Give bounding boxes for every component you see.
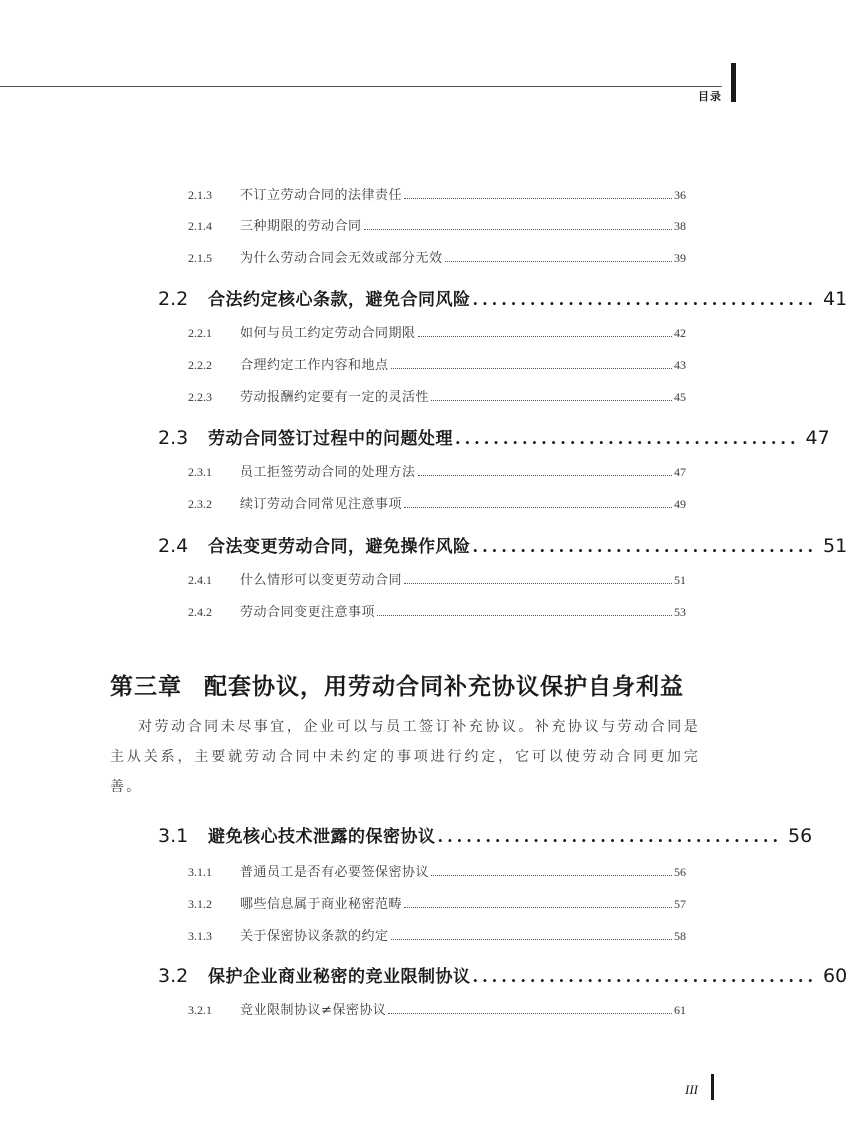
toc-entry-title: 什么情形可以变更劳动合同 xyxy=(240,573,403,588)
toc-entry-title: 三种期限的劳动合同 xyxy=(240,219,362,234)
dot-leader xyxy=(377,614,672,616)
toc-entry-title: 如何与员工约定劳动合同期限 xyxy=(240,326,416,341)
page-number: III xyxy=(685,1082,698,1097)
dot-leader: .................................... xyxy=(472,537,818,556)
toc-section[interactable] xyxy=(158,532,847,557)
dot-leader xyxy=(404,582,672,584)
toc-section-title: 避免核心技术泄露的保密协议 xyxy=(208,827,436,847)
dot-leader: .................................... xyxy=(437,827,783,846)
dot-leader xyxy=(391,938,672,940)
toc-section-page: 60 xyxy=(823,965,847,987)
toc-entry[interactable] xyxy=(188,354,686,373)
toc-entry-page: 42 xyxy=(674,326,686,340)
toc-entry-page: 53 xyxy=(674,605,686,619)
toc-section-title: 合法约定核心条款，避免合同风险 xyxy=(208,290,471,310)
toc-entry-page: 36 xyxy=(674,188,686,202)
toc-section-page: 47 xyxy=(805,427,830,449)
header-bar-decoration xyxy=(731,63,736,102)
dot-leader xyxy=(431,399,672,401)
dot-leader xyxy=(418,474,672,476)
header-rule xyxy=(0,86,722,87)
toc-entry-number: 2.1.3 xyxy=(188,188,212,202)
dot-leader xyxy=(445,260,672,262)
toc-entry-title: 劳动合同变更注意事项 xyxy=(240,605,376,620)
toc-entry-title: 竞业限制协议≠保密协议 xyxy=(240,1003,387,1018)
toc-entry[interactable] xyxy=(188,322,686,341)
toc-entry-title: 普通员工是否有必要签保密协议 xyxy=(240,865,430,880)
dot-leader xyxy=(431,874,672,876)
toc-entry-title: 员工拒签劳动合同的处理方法 xyxy=(240,465,416,480)
chapter-intro-paragraph: 对劳动合同未尽事宜，企业可以与员工签订补充协议。补充协议与劳动合同是主从关系，主要就劳动合同中未约定的事项进行约定，它可以使劳动合同更加完善。 xyxy=(110,719,700,795)
toc-section[interactable] xyxy=(158,285,847,310)
dot-leader xyxy=(388,1012,672,1014)
toc-section[interactable] xyxy=(158,962,847,987)
toc-entry-number: 3.1.1 xyxy=(188,865,212,879)
dot-leader xyxy=(404,197,672,199)
toc-entry[interactable] xyxy=(188,184,686,203)
toc-entry-page: 47 xyxy=(674,465,686,479)
toc-section-number: 2.2 xyxy=(158,288,189,310)
chapter-label: 第三章 xyxy=(110,673,182,700)
toc-entry[interactable] xyxy=(188,893,686,912)
toc-section-page: 56 xyxy=(788,825,813,847)
toc-section-number: 3.2 xyxy=(158,965,189,987)
toc-entry-number: 2.4.2 xyxy=(188,605,212,619)
toc-entry-number: 2.2.1 xyxy=(188,326,212,340)
toc-entry-title: 为什么劳动合同会无效或部分无效 xyxy=(240,251,443,266)
toc-entry[interactable] xyxy=(188,601,686,620)
footer-bar-decoration xyxy=(711,1074,714,1100)
toc-entry-page: 56 xyxy=(674,865,686,879)
toc-entry-number: 2.2.3 xyxy=(188,390,212,404)
toc-entry[interactable] xyxy=(188,247,686,266)
toc-entry[interactable] xyxy=(188,493,686,512)
dot-leader xyxy=(364,228,672,230)
toc-entry-title: 续订劳动合同常见注意事项 xyxy=(240,497,403,512)
toc-section-title: 保护企业商业秘密的竞业限制协议 xyxy=(208,967,471,987)
toc-section-title: 劳动合同签订过程中的问题处理 xyxy=(208,429,453,449)
toc-entry-number: 2.4.1 xyxy=(188,573,212,587)
dot-leader xyxy=(404,906,672,908)
toc-section-page: 41 xyxy=(823,288,847,310)
toc-entry-number: 2.3.2 xyxy=(188,497,212,511)
toc-entry[interactable] xyxy=(188,215,686,234)
toc-entry-number: 2.1.4 xyxy=(188,219,212,233)
toc-section-number: 2.4 xyxy=(158,535,189,557)
toc-entry[interactable] xyxy=(188,925,686,944)
toc-entry[interactable] xyxy=(188,999,686,1018)
toc-entry[interactable] xyxy=(188,861,686,880)
toc-entry-title: 哪些信息属于商业秘密范畴 xyxy=(240,897,403,912)
toc-entry-number: 2.2.2 xyxy=(188,358,212,372)
toc-entry-title: 不订立劳动合同的法律责任 xyxy=(240,188,403,203)
toc-entry-title: 劳动报酬约定要有一定的灵活性 xyxy=(240,390,430,405)
toc-section-page: 51 xyxy=(823,535,847,557)
toc-entry[interactable] xyxy=(188,386,686,405)
toc-entry-page: 58 xyxy=(674,929,686,943)
toc-section-number: 2.3 xyxy=(158,427,189,449)
toc-entry-title: 关于保密协议条款的约定 xyxy=(240,929,389,944)
running-header-title: 目录 xyxy=(698,90,722,103)
toc-entry-page: 51 xyxy=(674,573,686,587)
toc-entry-page: 38 xyxy=(674,219,686,233)
toc-section[interactable] xyxy=(158,424,830,449)
toc-entry-page: 45 xyxy=(674,390,686,404)
dot-leader: .................................... xyxy=(472,290,818,309)
dot-leader xyxy=(404,506,672,508)
toc-entry[interactable] xyxy=(188,461,686,480)
toc-entry-page: 61 xyxy=(674,1003,686,1017)
chapter-title: 配套协议，用劳动合同补充协议保护自身利益 xyxy=(204,673,684,700)
toc-entry-number: 3.1.3 xyxy=(188,929,212,943)
toc-entry-page: 49 xyxy=(674,497,686,511)
toc-entry-title: 合理约定工作内容和地点 xyxy=(240,358,389,373)
toc-entry-number: 3.2.1 xyxy=(188,1003,212,1017)
toc-entry-page: 43 xyxy=(674,358,686,372)
toc-section-number: 3.1 xyxy=(158,825,189,847)
toc-entry-page: 39 xyxy=(674,251,686,265)
chapter-heading[interactable] xyxy=(110,668,710,701)
dot-leader: .................................... xyxy=(472,967,818,986)
toc-entry[interactable] xyxy=(188,569,686,588)
dot-leader xyxy=(418,335,672,337)
dot-leader xyxy=(391,367,672,369)
toc-entry-number: 3.1.2 xyxy=(188,897,212,911)
toc-entry-number: 2.3.1 xyxy=(188,465,212,479)
toc-entry-number: 2.1.5 xyxy=(188,251,212,265)
toc-section-title: 合法变更劳动合同，避免操作风险 xyxy=(208,537,471,557)
dot-leader: .................................... xyxy=(455,429,800,448)
toc-entry-page: 57 xyxy=(674,897,686,911)
toc-section[interactable] xyxy=(158,822,813,847)
